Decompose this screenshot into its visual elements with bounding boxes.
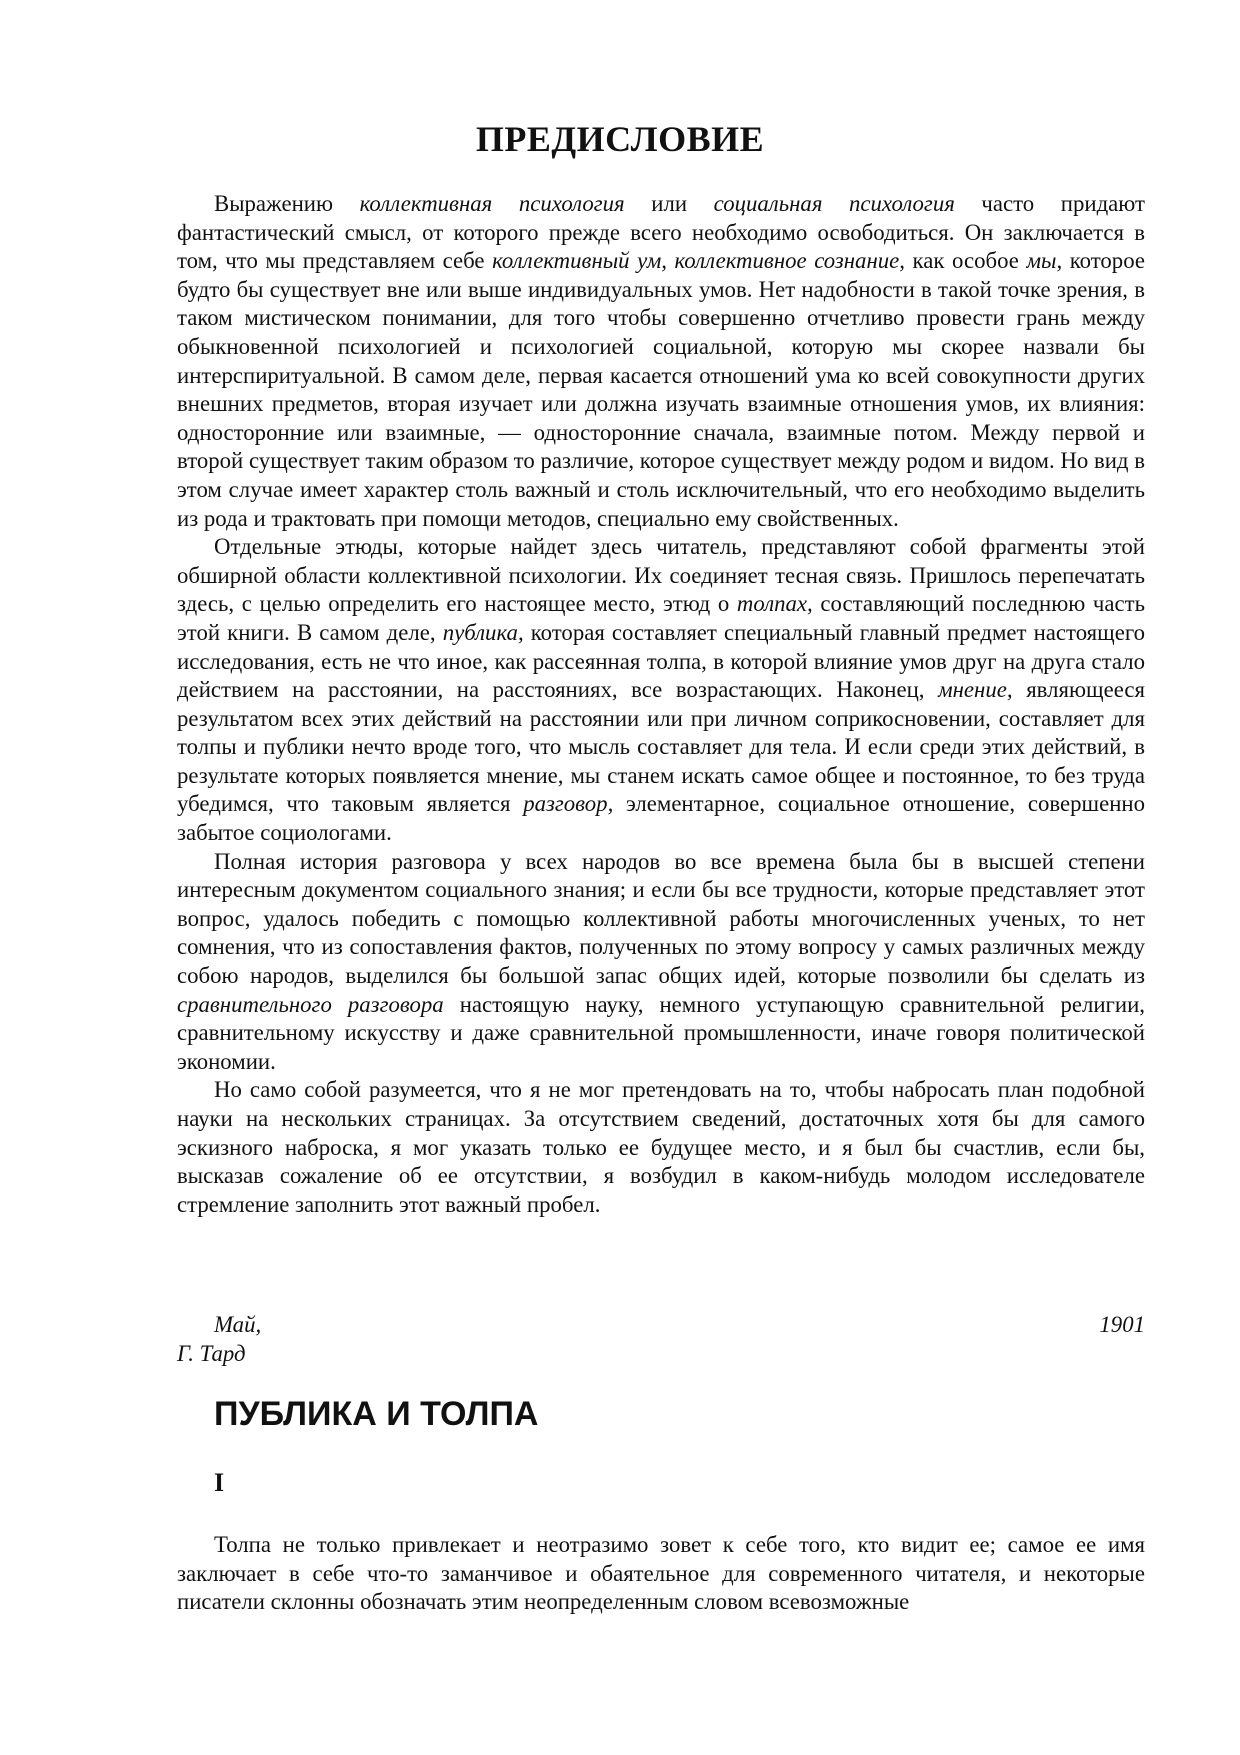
text-run: составляющий последнюю часть этой книги. В самом деле, bbox=[177, 591, 1145, 645]
paragraph bbox=[177, 190, 1145, 533]
text-run: как особое bbox=[904, 248, 1027, 274]
section-body bbox=[177, 1531, 1145, 1617]
italic-term: сравнительного разговора bbox=[177, 991, 444, 1017]
paragraph bbox=[177, 533, 1145, 848]
preface-body bbox=[177, 190, 1145, 1219]
chapter-number: I bbox=[214, 1468, 225, 1497]
text-run: элементарное, социальное отношение, совершенно забытое социологами. bbox=[177, 791, 1145, 846]
text-run: являющееся результатом всех этих действий на расстоянии или при личном соприкосновении, составляет для толпы и публики нечто вроде того, что мысль составляет для тела. И если среди этих действий, в результате которых появляется мнение, мы станем искать самое общее и постоянное, то без труда убедимся, что таковым является bbox=[177, 677, 1145, 817]
text-run: Отдельные этюды, которые найдет здесь читатель, представляют собой фрагменты этой обширной области коллективной психологии. Их соединяет тесная связь. Пришлось перепечатать здесь, с целью определить его настоящее место, этюд о bbox=[177, 534, 1145, 617]
paragraph bbox=[177, 848, 1145, 1077]
text-run: которая составляет специальный главный предмет настоящего исследования, есть не что иное, как рассеянная толпа, в которой влияние умов друг на друга стало действием на расстоянии, на расстояниях, все возрастающих. Наконец, bbox=[177, 619, 1146, 703]
text-run: Но само собой разумеется, что я не мог претендовать на то, чтобы набросать план подобной науки на нескольких страницах. За отсутствием сведений, достаточных хотя бы для самого эскизного наброска, я мог указать только ее будущее место, и я был бы счастлив, если бы, высказав сожаление об ее отсутствии, я возбудил в каком-нибудь молодом исследователе стремление заполнить этот важный пробел. bbox=[177, 1077, 1145, 1217]
italic-term: социальная психология bbox=[713, 191, 955, 216]
paragraph bbox=[177, 1076, 1145, 1219]
paragraph bbox=[177, 1531, 1145, 1617]
preface-title: ПРЕДИСЛОВИЕ bbox=[475, 119, 765, 159]
italic-term: мы, bbox=[1026, 248, 1063, 274]
section-title: ПУБЛИКА И ТОЛПА bbox=[214, 1395, 539, 1433]
text-run: Полная история разговора у всех народов во все времена была бы в высшей степени интересным документом социального знания; и если бы все трудности, которые представляет этот вопрос, удалось победить с помощью коллективной работы многочисленных ученых, то нет сомнения, что из сопоставления фактов, полученных по этому вопросу у самых различных между собою народов, выделился бы большой запас общих идей, которые позволили бы сделать из bbox=[177, 848, 1145, 989]
italic-term: толпах, bbox=[736, 591, 813, 617]
italic-term: мнение, bbox=[938, 677, 1013, 703]
signature-year: 1901 bbox=[1099, 1312, 1145, 1337]
text-run: Толпа не только привлекает и неотразимо зовет к себе того, кто видит ее; самое ее имя заключает в себе что-то заманчивое и обаятельное для современного читателя, и некоторые писатели склонны обозначать этим неопределенным словом всевозможные bbox=[177, 1532, 1145, 1615]
signature-month: Май, bbox=[214, 1312, 262, 1337]
text-run: настоящую науку, немного уступающую сравнительной религии, сравнительному искусству и даже сравнительной промышленности, иначе говоря политической экономии. bbox=[177, 991, 1146, 1074]
italic-term: публика, bbox=[442, 619, 524, 645]
italic-term: коллективный ум, коллективное сознание, bbox=[492, 248, 905, 274]
signature-author: Г. Тард bbox=[177, 1341, 246, 1366]
italic-term: разговор, bbox=[523, 791, 614, 817]
text-run: которое будто бы существует вне или выше индивидуальных умов. Нет надобности в такой точке зрения, в таком мистическом понимании, для того чтобы совершенно отчетливо провести грань между обыкновенной психологией и психологией социальной, которую мы скорее назвали бы интерспиритуальной. В самом деле, первая касается отношений ума ко всей совокупности других внешних предметов, вторая изучает или должна изучать взаимные отношения умов, их влияния: односторонние или взаимные, — односторонние сначала, взаимные потом. Между первой и второй существует таким образом то различие, которое существует между родом и видом. Но вид в этом случае имеет характер столь важный и столь исключительный, что его необходимо выделить из рода и трактовать при помощи методов, специально ему свойственных. bbox=[177, 248, 1145, 531]
text-run: часто придают фантастический смысл, от которого прежде всего необходимо освободиться. Он заключается в том, что мы представляем себе bbox=[177, 191, 1145, 274]
text-run: Выражению bbox=[214, 191, 360, 216]
text-run: или bbox=[624, 191, 714, 216]
italic-term: коллективная психология bbox=[359, 191, 625, 216]
